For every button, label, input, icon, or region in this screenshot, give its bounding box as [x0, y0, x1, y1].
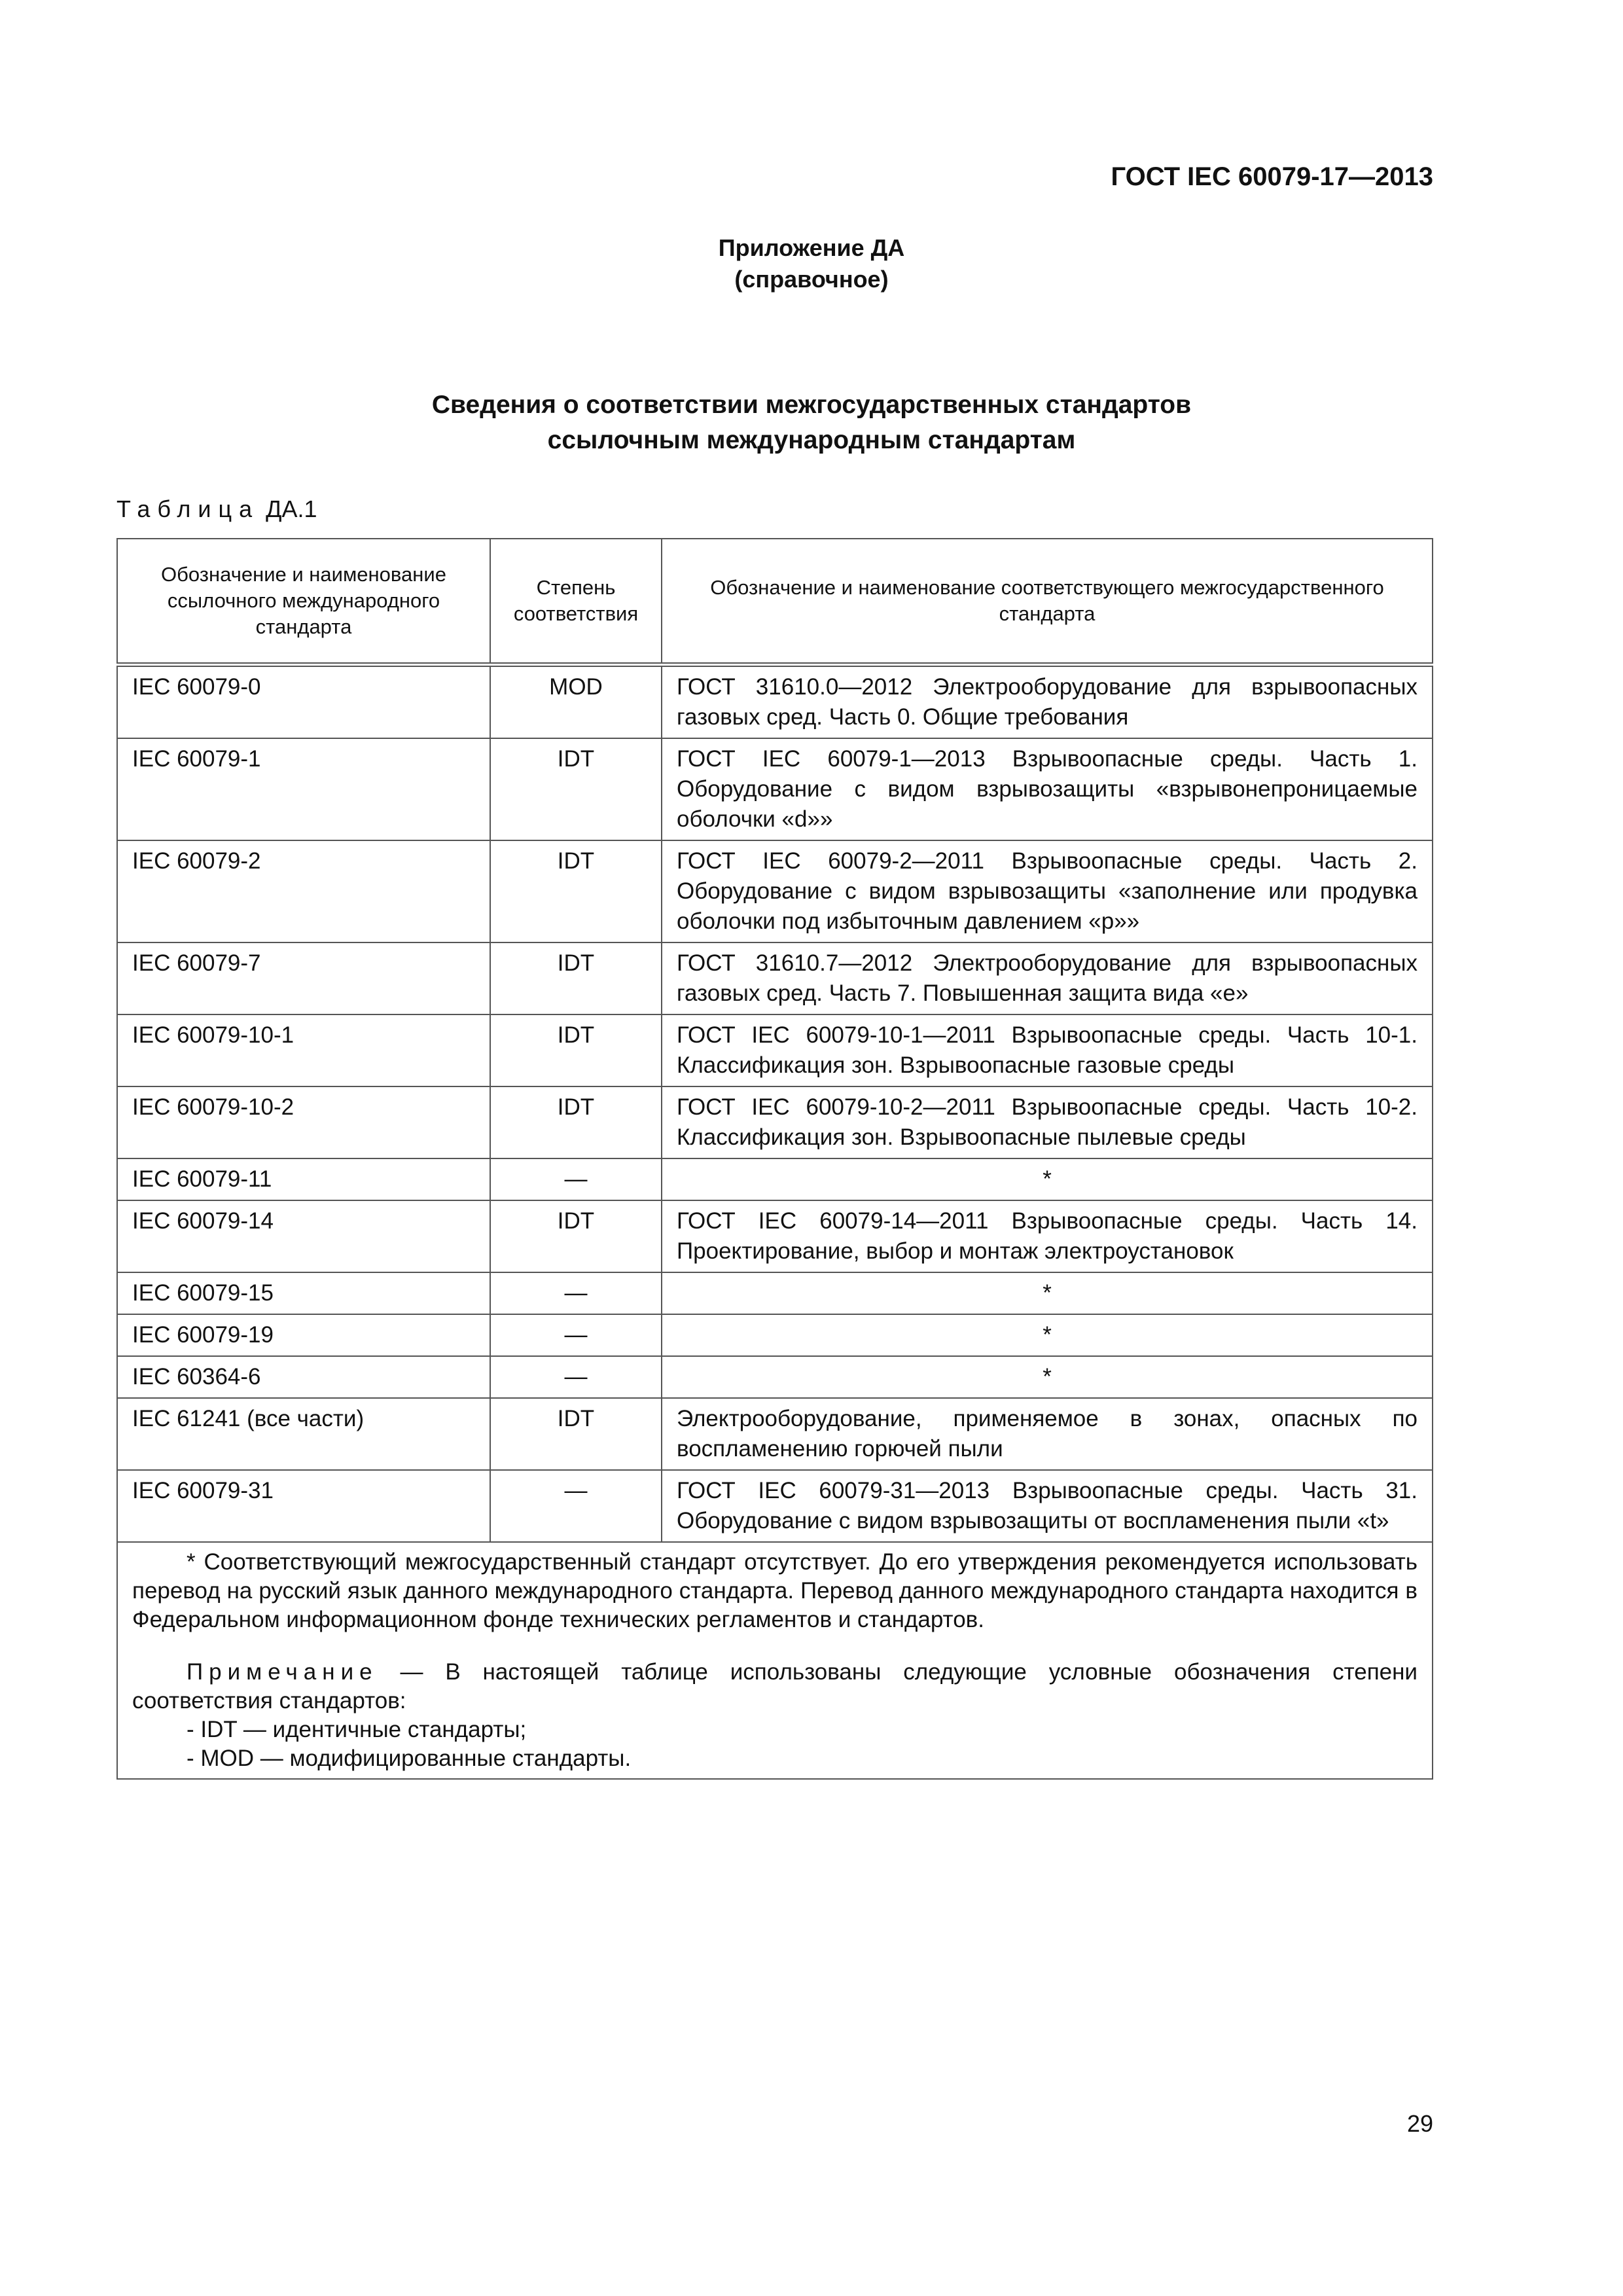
section-title-line-1: Сведения о соответствии межгосударственных стандартов: [431, 391, 1192, 419]
cell-doc: *: [662, 1314, 1433, 1356]
cell-code: IEC 60079-19: [117, 1314, 490, 1356]
table-row: [117, 1470, 1433, 1542]
cell-doc: ГОСТ 31610.7—2012 Электрооборудование для взрывоопасных газовых сред. Часть 7. Повышенная защита вида «е»: [662, 942, 1433, 1014]
table-row: [117, 942, 1433, 1014]
cell-code: IEC 60079-14: [117, 1200, 490, 1272]
cell-doc: Электрооборудование, применяемое в зонах, опасных по воспламенению горючей пыли: [662, 1398, 1433, 1470]
cell-doc: *: [662, 1356, 1433, 1398]
cell-degree: IDT: [490, 1398, 662, 1470]
table-row: [117, 1398, 1433, 1470]
cell-degree: MOD: [490, 665, 662, 739]
table-footnote: * Соответствующий межгосударственный стандарт отсутствует. До его утверждения рекомендуется использовать перевод на русский язык данного международного стандарта. Перевод данного международного стандарта находится в Федеральном информационном фонде технических регламентов и стандартов.: [132, 1549, 1418, 1632]
cell-doc: ГОСТ IEC 60079-31—2013 Взрывоопасные среды. Часть 31. Оборудование с видом взрывозащиты от воспламенения пыли «t»: [662, 1470, 1433, 1542]
cell-doc: ГОСТ IEC 60079-14—2011 Взрывоопасные среды. Часть 14. Проектирование, выбор и монтаж электроустановок: [662, 1200, 1433, 1272]
table-footer: [117, 1542, 1433, 1779]
table-footer-row: [117, 1542, 1433, 1779]
table-row: [117, 1272, 1433, 1314]
cell-doc: ГОСТ 31610.0—2012 Электрооборудование для взрывоопасных газовых сред. Часть 0. Общие требования: [662, 665, 1433, 739]
cell-code: IEC 60079-0: [117, 665, 490, 739]
correspondence-table: [116, 538, 1433, 1780]
cell-doc: ГОСТ IEC 60079-2—2011 Взрывоопасные среды. Часть 2. Оборудование с видом взрывозащиты «заполнение или продувка оболочки под избыточным давлением «р»»: [662, 840, 1433, 942]
cell-code: IEC 60079-1: [117, 738, 490, 840]
cell-code: IEC 60079-31: [117, 1470, 490, 1542]
table-row: [117, 1356, 1433, 1398]
cell-code: IEC 60079-15: [117, 1272, 490, 1314]
cell-doc: ГОСТ IEC 60079-10-1—2011 Взрывоопасные среды. Часть 10-1. Классификация зон. Взрывоопасные газовые среды: [662, 1014, 1433, 1086]
cell-code: IEC 60079-10-2: [117, 1086, 490, 1158]
note-item-mod: - MOD — модифицированные стандарты.: [187, 1746, 632, 1771]
cell-degree: —: [490, 1314, 662, 1356]
annex-type: (справочное): [734, 266, 889, 293]
table-row: [117, 840, 1433, 942]
table-row: [117, 1014, 1433, 1086]
table-row: [117, 1314, 1433, 1356]
cell-code: IEC 60364-6: [117, 1356, 490, 1398]
header-degree: Степень соответствия: [490, 539, 662, 665]
annex-title: Приложение ДА: [718, 234, 905, 261]
section-title: [0, 387, 1623, 458]
note-text: — В настоящей таблице использованы следующие условные обозначения степени соответствия стандартов:: [132, 1659, 1418, 1713]
table-caption: [116, 495, 317, 523]
cell-degree: —: [490, 1356, 662, 1398]
cell-doc: ГОСТ IEC 60079-10-2—2011 Взрывоопасные среды. Часть 10-2. Классификация зон. Взрывоопасные пылевые среды: [662, 1086, 1433, 1158]
page-number: 29: [1406, 2110, 1433, 2137]
cell-code: IEC 60079-11: [117, 1158, 490, 1200]
cell-degree: IDT: [490, 738, 662, 840]
cell-doc: *: [662, 1158, 1433, 1200]
cell-degree: IDT: [490, 1014, 662, 1086]
document-code: ГОСТ IEC 60079-17—2013: [1111, 162, 1433, 191]
table-caption-number: ДА.1: [259, 495, 317, 522]
header-international-standard: Обозначение и наименование ссылочного международного стандарта: [117, 539, 490, 665]
table-row: [117, 665, 1433, 739]
cell-code: IEC 60079-2: [117, 840, 490, 942]
table-row: [117, 1158, 1433, 1200]
table-note: [132, 1658, 1418, 1715]
section-title-line-2: ссылочным международным стандартам: [547, 426, 1076, 454]
table-row: [117, 1200, 1433, 1272]
header-interstate-standard: Обозначение и наименование соответствующего межгосударственного стандарта: [662, 539, 1433, 665]
note-item-idt: - IDT — идентичные стандарты;: [187, 1717, 527, 1742]
cell-doc: ГОСТ IEC 60079-1—2013 Взрывоопасные среды. Часть 1. Оборудование с видом взрывозащиты «взрывонепроницаемые оболочки «d»»: [662, 738, 1433, 840]
cell-code: IEC 60079-7: [117, 942, 490, 1014]
table-row: [117, 738, 1433, 840]
cell-doc: *: [662, 1272, 1433, 1314]
table-header-row: [117, 539, 1433, 665]
cell-code: IEC 60079-10-1: [117, 1014, 490, 1086]
annex-heading: [0, 232, 1623, 295]
note-word: Примечание: [187, 1659, 378, 1685]
cell-degree: IDT: [490, 942, 662, 1014]
table-row: [117, 1086, 1433, 1158]
cell-degree: —: [490, 1272, 662, 1314]
cell-degree: IDT: [490, 840, 662, 942]
cell-code: IEC 61241 (все части): [117, 1398, 490, 1470]
cell-degree: —: [490, 1470, 662, 1542]
cell-degree: —: [490, 1158, 662, 1200]
cell-degree: IDT: [490, 1200, 662, 1272]
cell-degree: IDT: [490, 1086, 662, 1158]
table-caption-word: Таблица: [116, 495, 260, 522]
